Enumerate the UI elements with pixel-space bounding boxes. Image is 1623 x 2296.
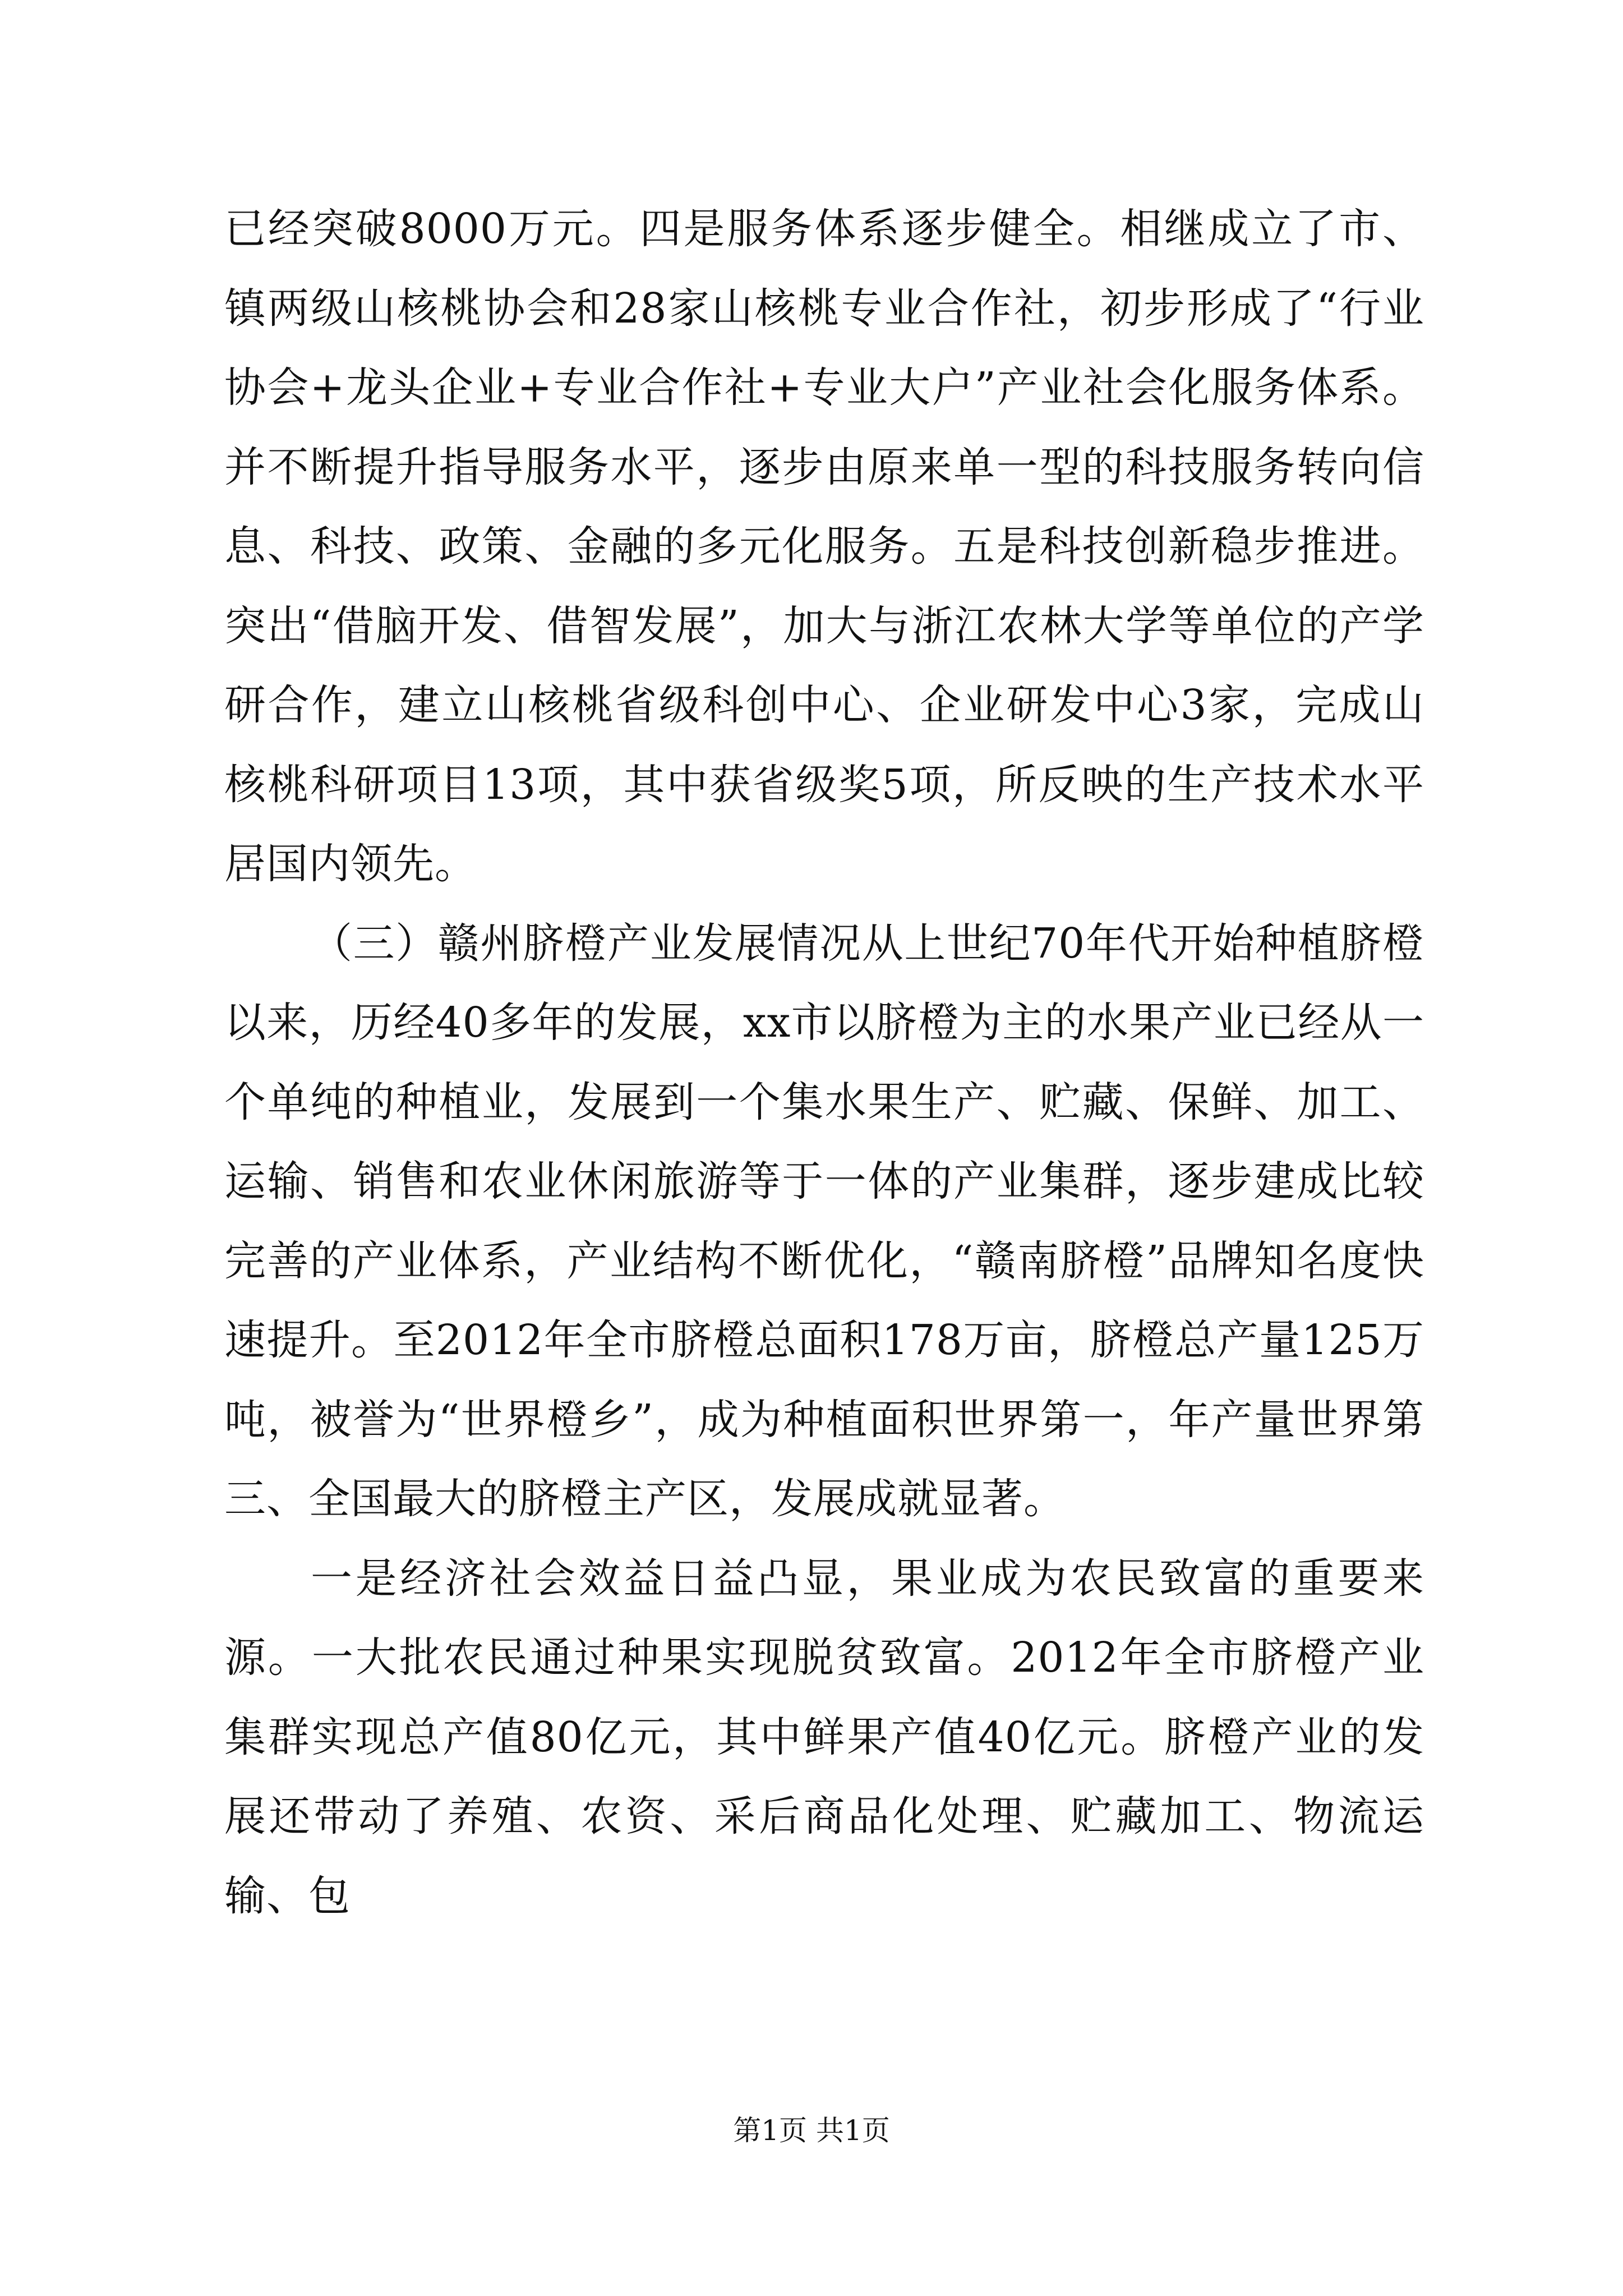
paragraph-ganzhou-navel-orange: （三）赣州脐橙产业发展情况从上世纪70年代开始种植脐橙以来，历经40多年的发展，xx市以脐橙为主的水果产业已经从一个单纯的种植业，发展到一个集水果生产、贮藏、保鲜、加工、运输、销售和农业休闲旅游等于一体的产业集群，逐步建成比较完善的产业体系，产业结构不断优化，“赣南脐橙”品牌知名度快速提升。至2012年全市脐橙总面积178万亩，脐橙总产量125万吨，被誉为“世界橙乡”，成为种植面积世界第一，年产量世界第三、全国最大的脐橙主产区，发展成就显著。 [224, 919, 1424, 1523]
paragraph-economic-benefits: 一是经济社会效益日益凸显，果业成为农民致富的重要来源。一大批农民通过种果实现脱贫致富。2012年全市脐橙产业集群实现总产值80亿元，其中鲜果产值40亿元。脐橙产业的发展还带动了养殖、农资、采后商品化处理、贮藏加工、物流运输、包 [224, 1554, 1424, 1920]
document-body [224, 190, 1424, 1936]
page-footer: 第1页 共1页 [733, 2114, 890, 2147]
paragraph-service-system: 已经突破8000万元。四是服务体系逐步健全。相继成立了市、镇两级山核桃协会和28家山核桃专业合作社，初步形成了“行业协会+龙头企业+专业合作社+专业大户”产业社会化服务体系。并不断提升指导服务水平，逐步由原来单一型的科技服务转向信息、科技、政策、金融的多元化服务。五是科技创新稳步推进。突出“借脑开发、借智发展”，加大与浙江农林大学等单位的产学研合作，建立山核桃省级科创中心、企业研发中心3家，完成山核桃科研项目13项，其中获省级奖5项，所反映的生产技术水平居国内领先。 [224, 205, 1424, 888]
